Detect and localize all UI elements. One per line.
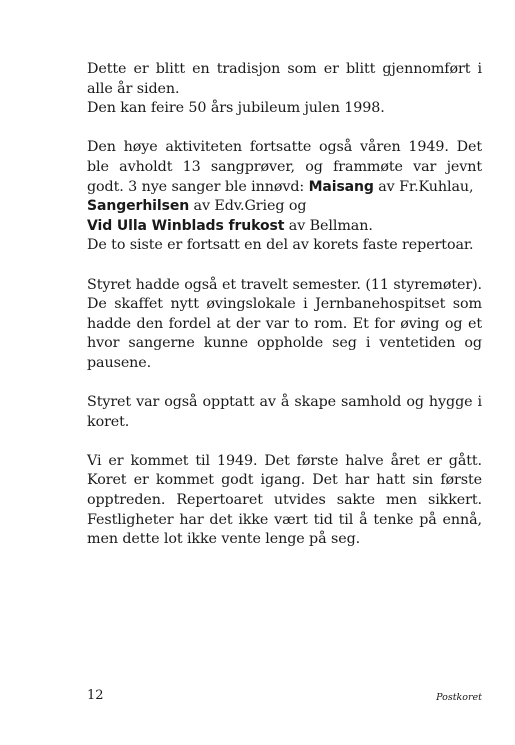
paragraph-tradition-sentence: Dette er blitt en tradisjon som er blitt gjennomført i alle år siden. (87, 61, 482, 97)
paragraph-spring-1949 (87, 138, 482, 256)
paragraph-tradition (87, 60, 482, 119)
paragraph-jubilee-sentence: Den kan feire 50 års jubileum julen 1998. (87, 100, 385, 117)
paragraph-board-community: Styret var også opptatt av å skape samhold og hygge i koret. (87, 394, 482, 430)
page-number: 12 (87, 688, 104, 703)
repertoire-closing-text: De to siste er fortsatt en del av korets faste repertoar. (87, 237, 474, 254)
body-text (87, 60, 482, 550)
song-title-winblad: Vid Ulla Winblads frukost (87, 217, 285, 234)
song-composer-bellman: av Bellman. (284, 217, 373, 234)
song-composer-grieg: av Edv.Grieg og (189, 198, 307, 215)
song-title-maisang: Maisang (308, 178, 374, 195)
song-title-sangerhilsen: Sangerhilsen (87, 198, 190, 215)
spring-intro-text: Den høye aktiviteten fortsatte også våren 1949. Det ble avholdt 13 sangprøver, og frammøte var jevnt godt. 3 nye sanger ble innøvd: (87, 139, 482, 195)
paragraph-board-semester: Styret hadde også et travelt semester. (11 styremøter). De skaffet nytt øvingslokale i Jernbanehospitset som hadde den fordel at der var to rom. Et for øving og et hvor sangerne kunne oppholde seg i ventetiden og pausene. (87, 276, 482, 371)
publication-title: Postkoret (436, 692, 482, 703)
paragraph-summary-1949: Vi er kommet til 1949. Det første halve året er gått. Koret er kommet godt igang. Det har hatt sin første opptreden. Repertoaret utvides sakte men sikkert. Festligheter har det ikke vært tid til å tenke på ennå, men dette lot ikke vente lenge på seg. (87, 452, 482, 548)
song-composer-kuhlau: av Fr.Kuhlau, (373, 178, 474, 195)
